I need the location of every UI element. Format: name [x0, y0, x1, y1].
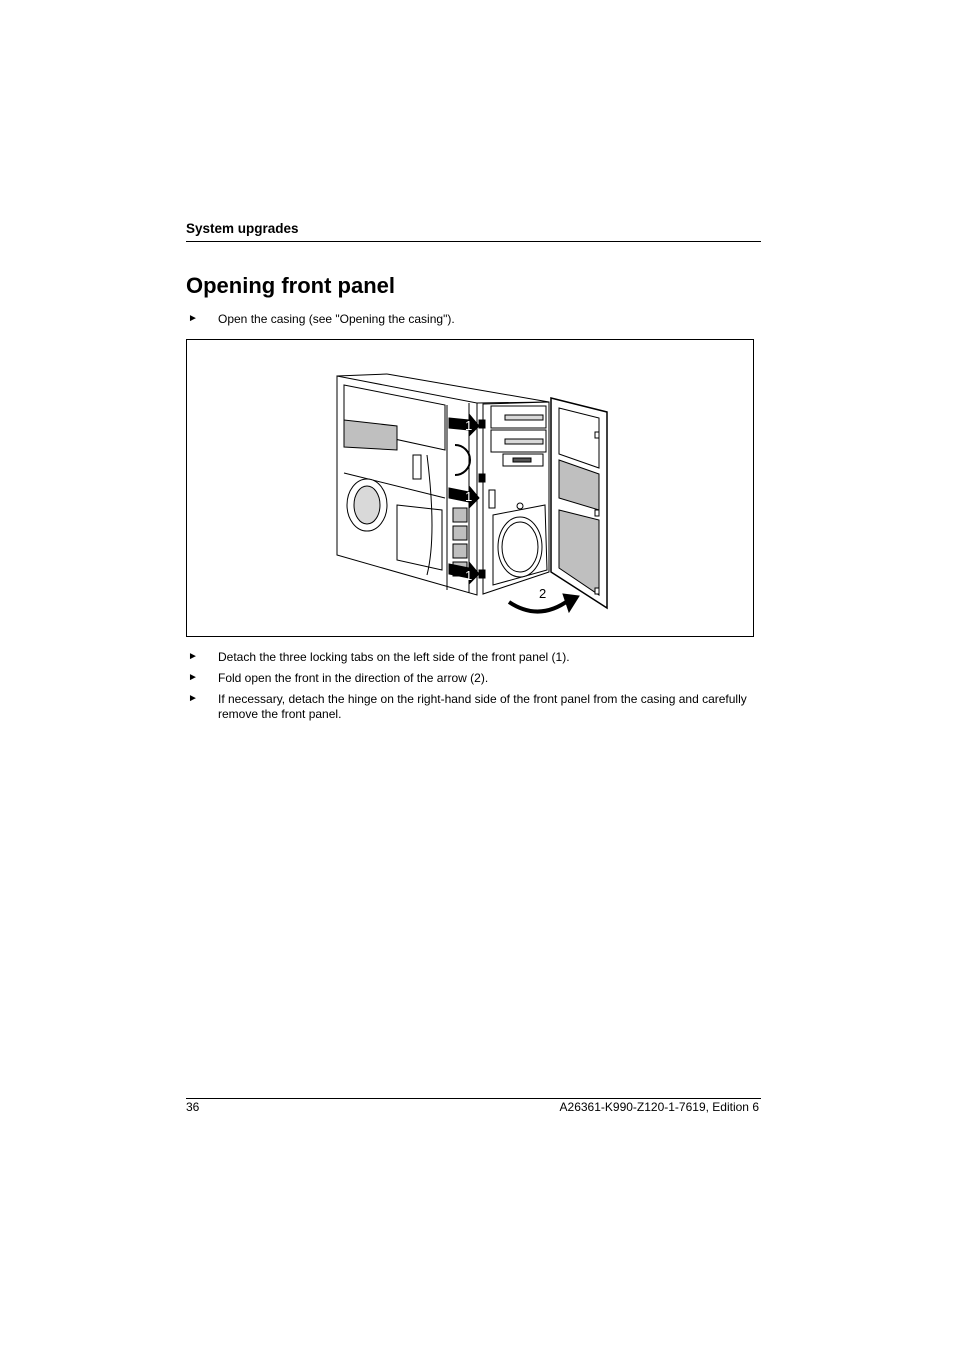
- pc-tower-illustration: [187, 340, 753, 636]
- bullet-arrow-icon: ►: [188, 313, 198, 324]
- bullet-arrow-icon: ►: [188, 693, 198, 704]
- figure-front-panel: [186, 339, 754, 637]
- step-detach-tabs: [188, 650, 748, 665]
- step-fold-open: [188, 671, 748, 686]
- lock-tab-label: 1: [465, 489, 473, 504]
- page-title: Opening front panel: [186, 273, 395, 298]
- step-text: Fold open the front in the direction of the arrow (2).: [218, 671, 489, 685]
- lock-tab-label: 1: [465, 568, 473, 583]
- footer-divider: [186, 1098, 761, 1099]
- section-header: System upgrades: [186, 221, 299, 236]
- header-divider: [186, 241, 761, 242]
- step-text: Open the casing (see "Opening the casing").: [218, 312, 455, 326]
- bullet-arrow-icon: ►: [188, 672, 198, 683]
- step-open-casing: [188, 312, 748, 327]
- fold-arrow-label: 2: [539, 586, 547, 601]
- page-number: 36: [186, 1100, 200, 1114]
- bullet-arrow-icon: ►: [188, 651, 198, 662]
- step-text: If necessary, detach the hinge on the right-hand side of the front panel from the casing and carefully remove the front panel.: [218, 692, 747, 721]
- document-id: A26361-K990-Z120-1-7619, Edition 6: [559, 1100, 759, 1114]
- step-detach-hinge: [188, 692, 748, 721]
- step-text: Detach the three locking tabs on the left side of the front panel (1).: [218, 650, 570, 664]
- lock-tab-label: 1: [465, 418, 473, 433]
